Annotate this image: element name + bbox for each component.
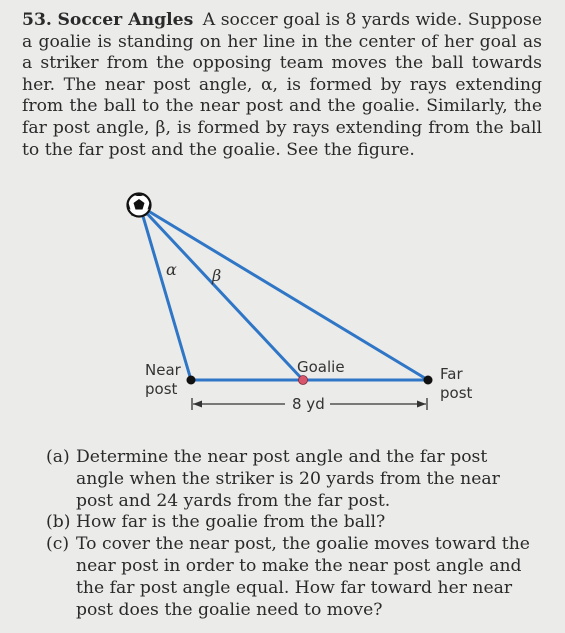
problem-statement	[22, 10, 542, 161]
far-post-label-2: post	[440, 384, 473, 402]
question-list	[46, 447, 538, 621]
question-text: Determine the near post angle and the far post angle when the striker is 20 yards from the near post and 24 yards from the far post.	[76, 447, 500, 511]
width-label: 8 yd	[292, 395, 325, 413]
question-a	[46, 447, 538, 512]
problem-title: Soccer Angles	[57, 10, 194, 30]
question-b	[46, 512, 538, 534]
goalie-label: Goalie	[297, 358, 345, 376]
question-tag: (c)	[46, 534, 70, 555]
goalie-dot	[299, 376, 308, 385]
problem-number: 53.	[22, 10, 52, 30]
problem-text: A soccer goal is 8 yards wide. Suppose a goalie is standing on her line in the center of her goal as a striker from the opposing team moves the ball towards her. The near post angle, α, is formed by rays extending from the ball to the near post and the goalie. Similarly, the far post angle, β, is formed by rays extending from the ball to the far post and the goalie. See the figure.	[22, 10, 543, 160]
near-post-label-1: Near	[145, 361, 181, 379]
soccer-figure	[0, 180, 565, 440]
question-tag: (a)	[46, 447, 70, 467]
arrowhead-right	[417, 401, 426, 408]
question-c	[46, 534, 538, 621]
near-post-label-2: post	[145, 380, 178, 398]
problem-paragraph	[22, 10, 542, 161]
alpha-label: α	[166, 260, 177, 279]
beta-label: β	[212, 266, 222, 285]
arrowhead-left	[193, 401, 202, 408]
near-post-dot	[187, 376, 196, 385]
far-post-dot	[424, 376, 433, 385]
question-tag: (b)	[46, 512, 71, 533]
far-post-label-1: Far	[440, 365, 463, 383]
question-text: How far is the goalie from the ball?	[76, 512, 386, 533]
soccer-ball-icon	[128, 194, 151, 217]
soccer-diagram	[0, 180, 565, 440]
question-text: To cover the near post, the goalie moves toward the near post in order to make the near post angle and the far post angle equal. How far toward her near post does the goalie need to move?	[76, 534, 530, 620]
